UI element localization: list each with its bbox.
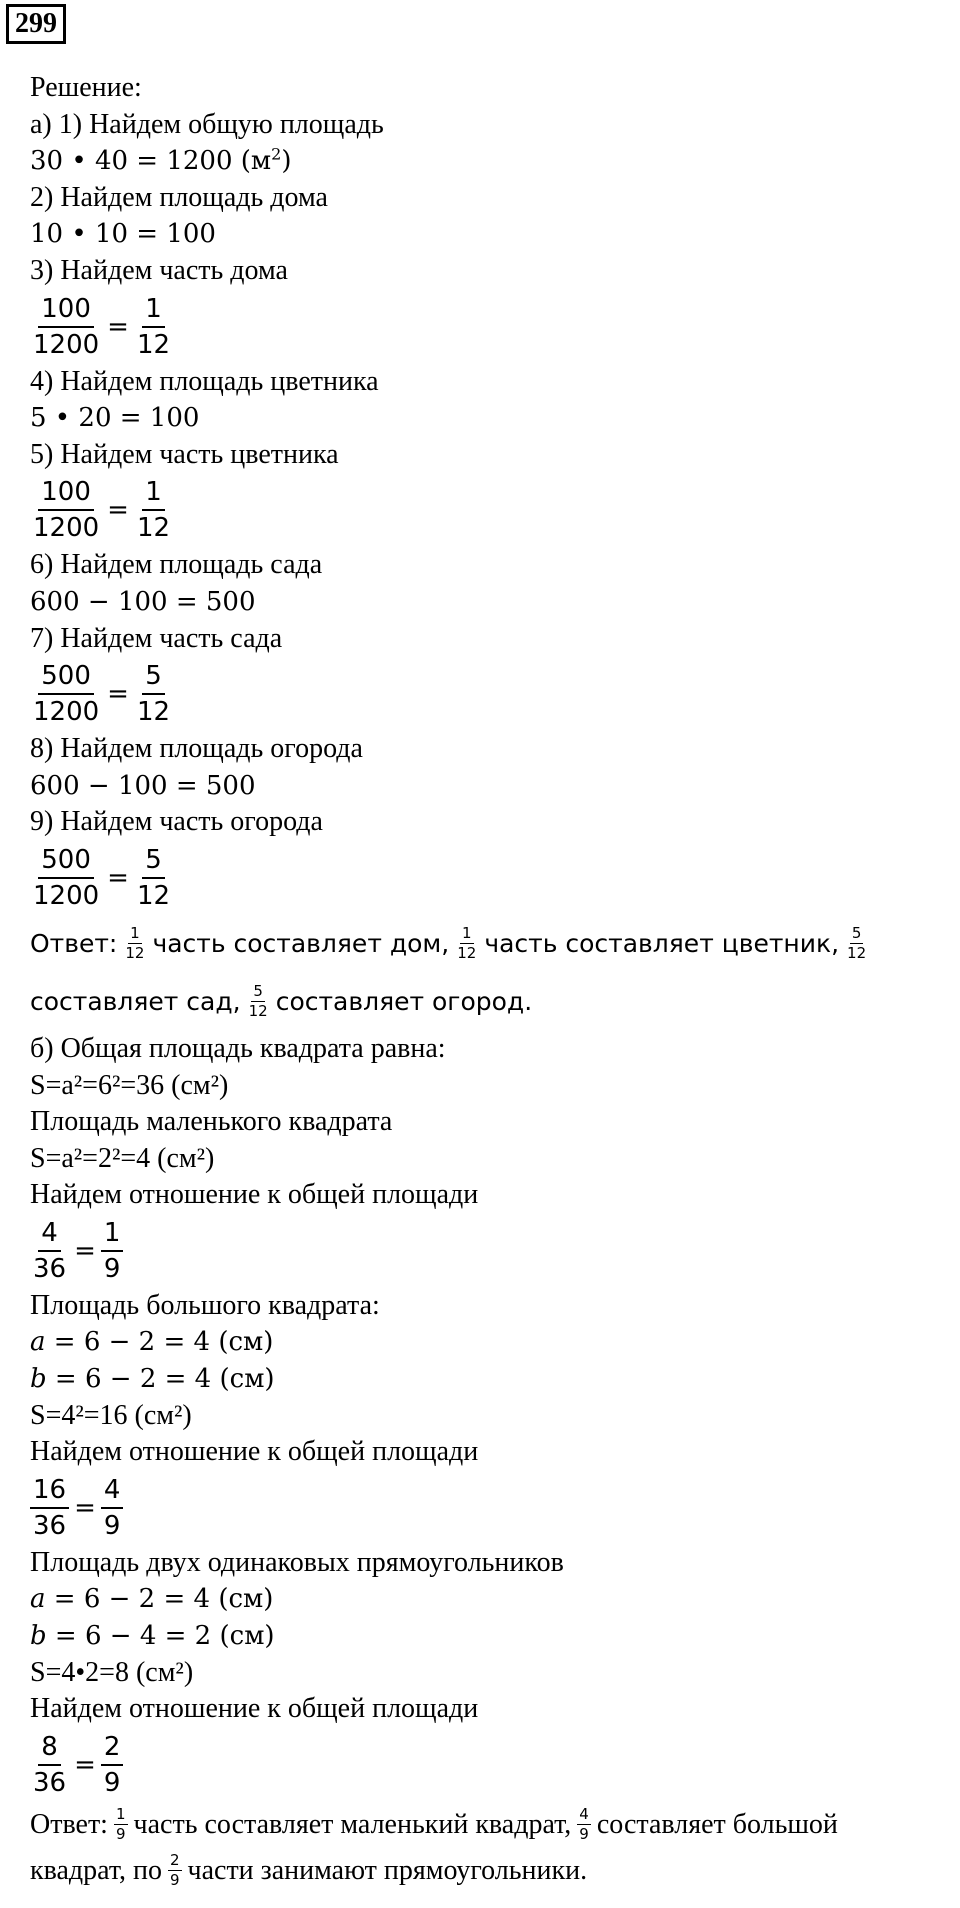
answer-text: части занимают прямоугольники. <box>187 1854 588 1886</box>
denominator: 12 <box>847 944 867 963</box>
denominator: 1200 <box>33 697 100 728</box>
numerator: 2 <box>101 1734 124 1766</box>
numerator: 500 <box>38 847 94 879</box>
fraction <box>30 477 102 544</box>
numerator: 4 <box>101 1477 124 1509</box>
variable: b <box>30 1621 47 1652</box>
numerator: 1 <box>461 924 472 943</box>
numerator: 1 <box>130 924 140 943</box>
fraction <box>101 1474 124 1541</box>
math-line: b = 6 − 2 = 4 (см) <box>30 1364 275 1395</box>
denominator: 12 <box>136 513 171 544</box>
text-line: 3) Найдем часть дома <box>30 254 288 286</box>
text-line: S=4²=16 (см²) <box>30 1399 192 1431</box>
equals-sign: = <box>74 1492 96 1523</box>
answer-text: составляет огород. <box>275 987 533 1017</box>
fraction <box>123 926 146 961</box>
denominator: 1200 <box>33 513 100 544</box>
text-line: 9) Найдем часть огорода <box>30 806 323 838</box>
superscript: 2 <box>271 144 282 164</box>
fraction <box>114 1807 128 1842</box>
denominator: 9 <box>579 1825 589 1844</box>
text-line: 5) Найдем часть цветника <box>30 438 339 470</box>
numerator: 5 <box>142 663 165 695</box>
math-line: b = 6 − 4 = 2 (см) <box>30 1621 275 1652</box>
answer-text: часть составляет цветник, <box>484 929 840 959</box>
fraction <box>134 477 173 544</box>
numerator: 8 <box>38 1734 61 1766</box>
denominator: 9 <box>169 1871 180 1890</box>
numerator: 16 <box>30 1477 69 1509</box>
denominator: 9 <box>115 1825 126 1844</box>
fraction <box>455 926 478 961</box>
answer-text: часть составляет маленький квадрат, <box>133 1808 572 1840</box>
numerator: 1 <box>142 296 165 328</box>
denominator: 12 <box>136 880 171 911</box>
text-line: Найдем отношение к общей площади <box>30 1436 479 1468</box>
fraction <box>30 1217 69 1284</box>
math-line: 600 − 100 = 500 <box>30 586 256 617</box>
fraction-equation <box>30 657 955 731</box>
answer-text: Ответ: <box>30 929 118 959</box>
fraction <box>30 293 102 360</box>
text-line: Площадь большого квадрата: <box>30 1289 380 1321</box>
denominator: 1200 <box>33 880 100 911</box>
fraction <box>30 844 102 911</box>
fraction-equation <box>30 473 955 547</box>
answer-text: часть составляет дом, <box>152 929 450 959</box>
fraction <box>101 1217 124 1284</box>
variable: a <box>30 1584 46 1615</box>
math-line: 600 − 100 = 500 <box>30 770 256 801</box>
numerator: 1 <box>142 479 165 511</box>
math-line: 5 • 20 = 100 <box>30 403 200 434</box>
equals-sign: = <box>107 495 129 526</box>
numerator: 4 <box>579 1805 589 1824</box>
denominator: 12 <box>136 697 171 728</box>
fraction-equation <box>30 1471 955 1545</box>
denominator: 12 <box>125 944 145 963</box>
numerator: 100 <box>38 479 94 511</box>
text-line: а) 1) Найдем общую площадь <box>30 108 384 140</box>
denominator: 12 <box>248 1002 268 1021</box>
equals-sign: = <box>107 862 129 893</box>
text-line: 2) Найдем площадь дома <box>30 181 328 213</box>
answer-line <box>30 1848 955 1894</box>
fraction-equation <box>30 1214 955 1288</box>
math-line: 10 • 10 = 100 <box>30 219 216 250</box>
denominator: 12 <box>136 329 171 360</box>
text-line: S=4•2=8 (см²) <box>30 1656 194 1688</box>
denominator: 9 <box>103 1767 121 1798</box>
denominator: 36 <box>33 1767 67 1798</box>
text-line: 4) Найдем площадь цветника <box>30 365 379 397</box>
fraction <box>134 844 173 911</box>
text-line: Решение: <box>30 72 142 103</box>
math-line: a = 6 − 2 = 4 (см) <box>30 1327 274 1358</box>
denominator: 36 <box>33 1510 67 1541</box>
variable: b <box>30 1364 47 1395</box>
fraction <box>247 984 270 1019</box>
denominator: 1200 <box>33 329 100 360</box>
fraction <box>134 661 173 728</box>
text-line: 7) Найдем часть сада <box>30 622 283 654</box>
denominator: 12 <box>457 944 477 963</box>
numerator: 1 <box>115 1805 126 1824</box>
equals-sign: = <box>107 311 129 342</box>
fraction <box>168 1853 182 1888</box>
denominator: 36 <box>33 1253 67 1284</box>
answer-line <box>30 973 955 1031</box>
text-line: Площадь маленького квадрата <box>30 1106 393 1138</box>
fraction <box>845 926 868 961</box>
fraction-equation <box>30 1728 955 1802</box>
answer-text: Ответ: <box>30 1808 108 1840</box>
numerator: 2 <box>169 1851 180 1870</box>
fraction <box>101 1731 124 1798</box>
math-line: a = 6 − 2 = 4 (см) <box>30 1584 274 1615</box>
fraction <box>30 1731 69 1798</box>
answer-line <box>30 1802 955 1848</box>
text-line: Площадь двух одинаковых прямоугольников <box>30 1546 564 1578</box>
fraction <box>30 1474 69 1541</box>
fraction <box>134 293 173 360</box>
fraction <box>30 661 102 728</box>
text-line: Найдем отношение к общей площади <box>30 1693 479 1725</box>
numerator: 5 <box>142 847 165 879</box>
numerator: 5 <box>851 924 862 943</box>
equals-sign: = <box>107 679 129 710</box>
problem-number: 299 <box>6 4 66 44</box>
answer-text: квадрат, по <box>30 1854 162 1886</box>
equals-sign: = <box>74 1749 96 1780</box>
solution-content <box>30 70 955 1894</box>
numerator: 4 <box>38 1220 61 1252</box>
fraction <box>577 1807 591 1842</box>
text-line: 6) Найдем площадь сада <box>30 549 323 581</box>
numerator: 5 <box>253 982 263 1001</box>
answer-text: составляет сад, <box>30 987 241 1017</box>
text-line: Найдем отношение к общей площади <box>30 1179 479 1211</box>
text-line: S=a²=6²=36 (см²) <box>30 1069 229 1101</box>
numerator: 100 <box>38 296 94 328</box>
answer-text: составляет большой <box>596 1808 838 1840</box>
text-line: 8) Найдем площадь огорода <box>30 733 363 765</box>
math-line: 30 • 40 = 1200 $(м^2)$ <box>30 144 292 177</box>
numerator: 1 <box>101 1220 124 1252</box>
answer-line <box>30 915 955 973</box>
fraction-equation <box>30 290 955 364</box>
equals-sign: = <box>74 1235 96 1266</box>
variable: a <box>30 1327 46 1358</box>
fraction-equation <box>30 841 955 915</box>
text-line: S=a²=2²=4 (см²) <box>30 1142 215 1174</box>
denominator: 9 <box>103 1510 121 1541</box>
denominator: 9 <box>103 1253 121 1284</box>
numerator: 500 <box>38 663 94 695</box>
text-line: б) Общая площадь квадрата равна: <box>30 1032 446 1064</box>
